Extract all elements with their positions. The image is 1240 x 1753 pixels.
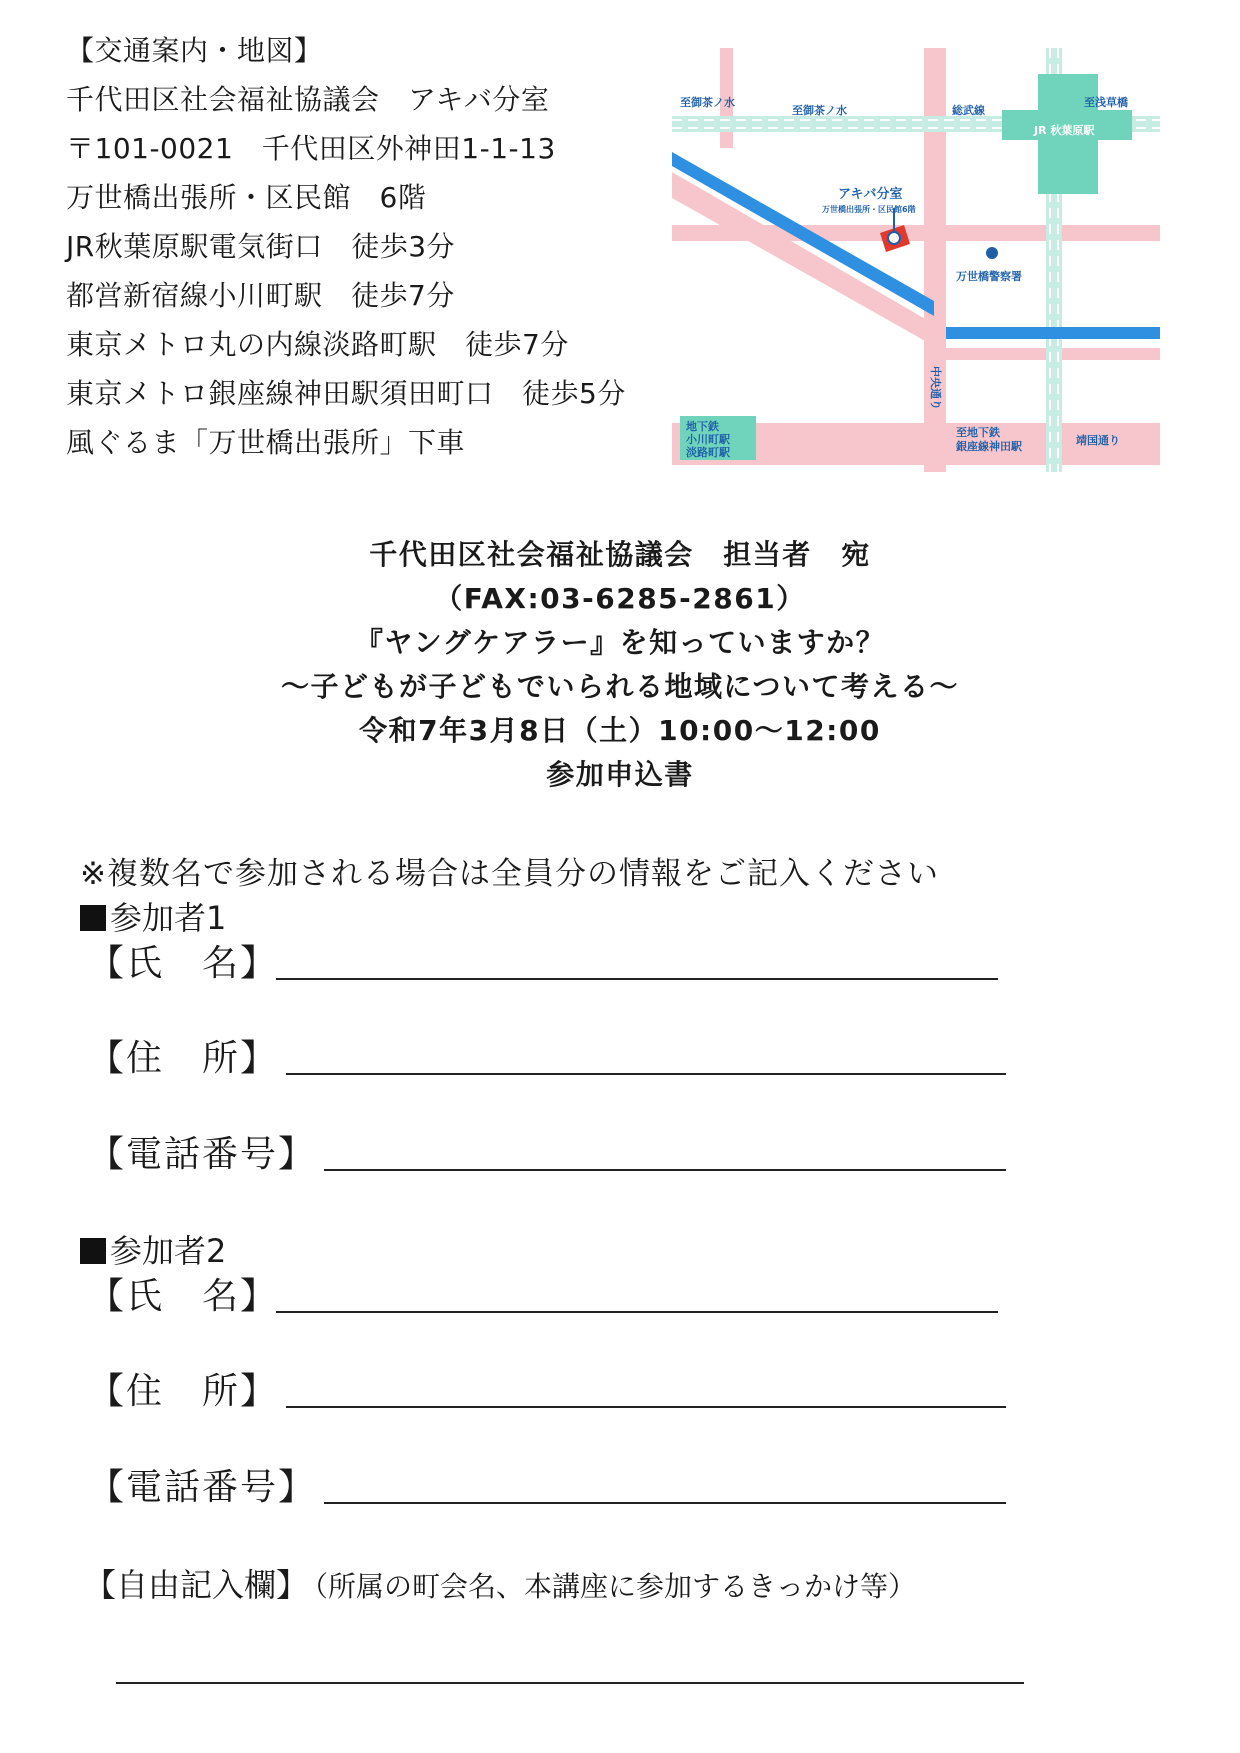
map-label-asakusabashi: 至浅草橋 <box>1084 96 1128 109</box>
event-subtitle: ～子どもが子どもでいられる地域について考える～ <box>281 670 959 703</box>
access-line: 東京メトロ丸の内線淡路町駅 徒歩7分 <box>66 328 569 361</box>
participant2-address-field[interactable] <box>286 1406 1006 1408</box>
square-bullet-icon <box>80 905 106 931</box>
participant1-address-field[interactable] <box>286 1073 1006 1075</box>
map-label-subway: 小川町駅 <box>686 433 730 446</box>
map-label-ochanomizu: 至御茶ノ水 <box>680 96 735 109</box>
participant1-name-label: 【氏 名】 <box>88 943 279 984</box>
access-line: JR秋葉原駅電気街口 徒歩3分 <box>66 230 456 263</box>
map-label-kanda: 至地下鉄 <box>956 426 1000 439</box>
map-label-sobu-line: 総武線 <box>952 104 985 117</box>
map-label-yasukuni: 靖国通り <box>1076 434 1120 447</box>
participant2-name-field[interactable] <box>276 1311 998 1313</box>
map-label-jr-akihabara: JR 秋葉原駅 <box>1034 124 1095 137</box>
form-fax: （FAX:03-6285-2861） <box>434 582 806 615</box>
map-label-akiba-branch: アキバ分室 <box>838 187 903 202</box>
free-entry-hint: （所属の町会名、本講座に参加するきっかけ等） <box>314 1570 917 1603</box>
access-line: 風ぐるま「万世橋出張所」下車 <box>66 426 466 459</box>
participant2-phone-field[interactable] <box>324 1502 1006 1504</box>
map-label-akiba-branch-sub: 万世橋出張所・区民館6階 <box>822 205 916 214</box>
participant2-phone-label: 【電話番号】 <box>88 1467 317 1508</box>
participant1-phone-field[interactable] <box>324 1169 1006 1171</box>
participant2-heading-text: 参加者2 <box>110 1232 227 1270</box>
participant1-phone-label: 【電話番号】 <box>88 1134 317 1175</box>
access-line: 万世橋出張所・区民館 6階 <box>66 181 427 214</box>
map-label-kanda: 銀座線神田駅 <box>956 440 1022 453</box>
free-entry-row <box>84 1560 916 1606</box>
map-label-police: 万世橋警察署 <box>956 270 1022 283</box>
access-line: 〒101-0021 千代田区外神田1-1-13 <box>66 132 556 165</box>
form-addressee: 千代田区社会福祉協議会 担当者 宛 <box>369 538 871 571</box>
form-title: 参加申込書 <box>546 758 694 791</box>
map-label-subway: 地下鉄 <box>686 420 719 433</box>
participant1-heading-text: 参加者1 <box>110 899 227 937</box>
access-map <box>672 48 1160 472</box>
free-entry-field[interactable] <box>116 1682 1024 1684</box>
form-note: ※複数名で参加される場合は全員分の情報をご記入ください <box>80 856 939 892</box>
participant2-heading <box>80 1226 226 1272</box>
free-entry-label: 【自由記入欄】 <box>84 1566 309 1604</box>
square-bullet-icon <box>80 1238 106 1264</box>
access-info <box>66 26 666 467</box>
event-datetime: 令和7年3月8日（土）10:00～12:00 <box>359 714 881 747</box>
map-label-chuo-dori: 中央通り <box>929 366 942 410</box>
event-title: 『ヤングケアラー』を知っていますか？ <box>354 626 886 659</box>
map-label-subway: 淡路町駅 <box>686 446 730 459</box>
participant1-name-field[interactable] <box>276 978 998 980</box>
participant1-address-label: 【住 所】 <box>88 1038 279 1079</box>
access-heading: 【交通案内・地図】 <box>66 34 323 67</box>
access-line: 東京メトロ銀座線神田駅須田町口 徒歩5分 <box>66 377 626 410</box>
participant1-heading <box>80 893 226 939</box>
participant2-address-label: 【住 所】 <box>88 1371 279 1412</box>
police-station-icon <box>986 247 998 259</box>
access-line: 千代田区社会福祉協議会 アキバ分室 <box>66 83 550 116</box>
participant2-name-label: 【氏 名】 <box>88 1276 279 1317</box>
map-label-ochanomizu: 至御茶ノ水 <box>792 104 847 117</box>
access-line: 都営新宿線小川町駅 徒歩7分 <box>66 279 455 312</box>
